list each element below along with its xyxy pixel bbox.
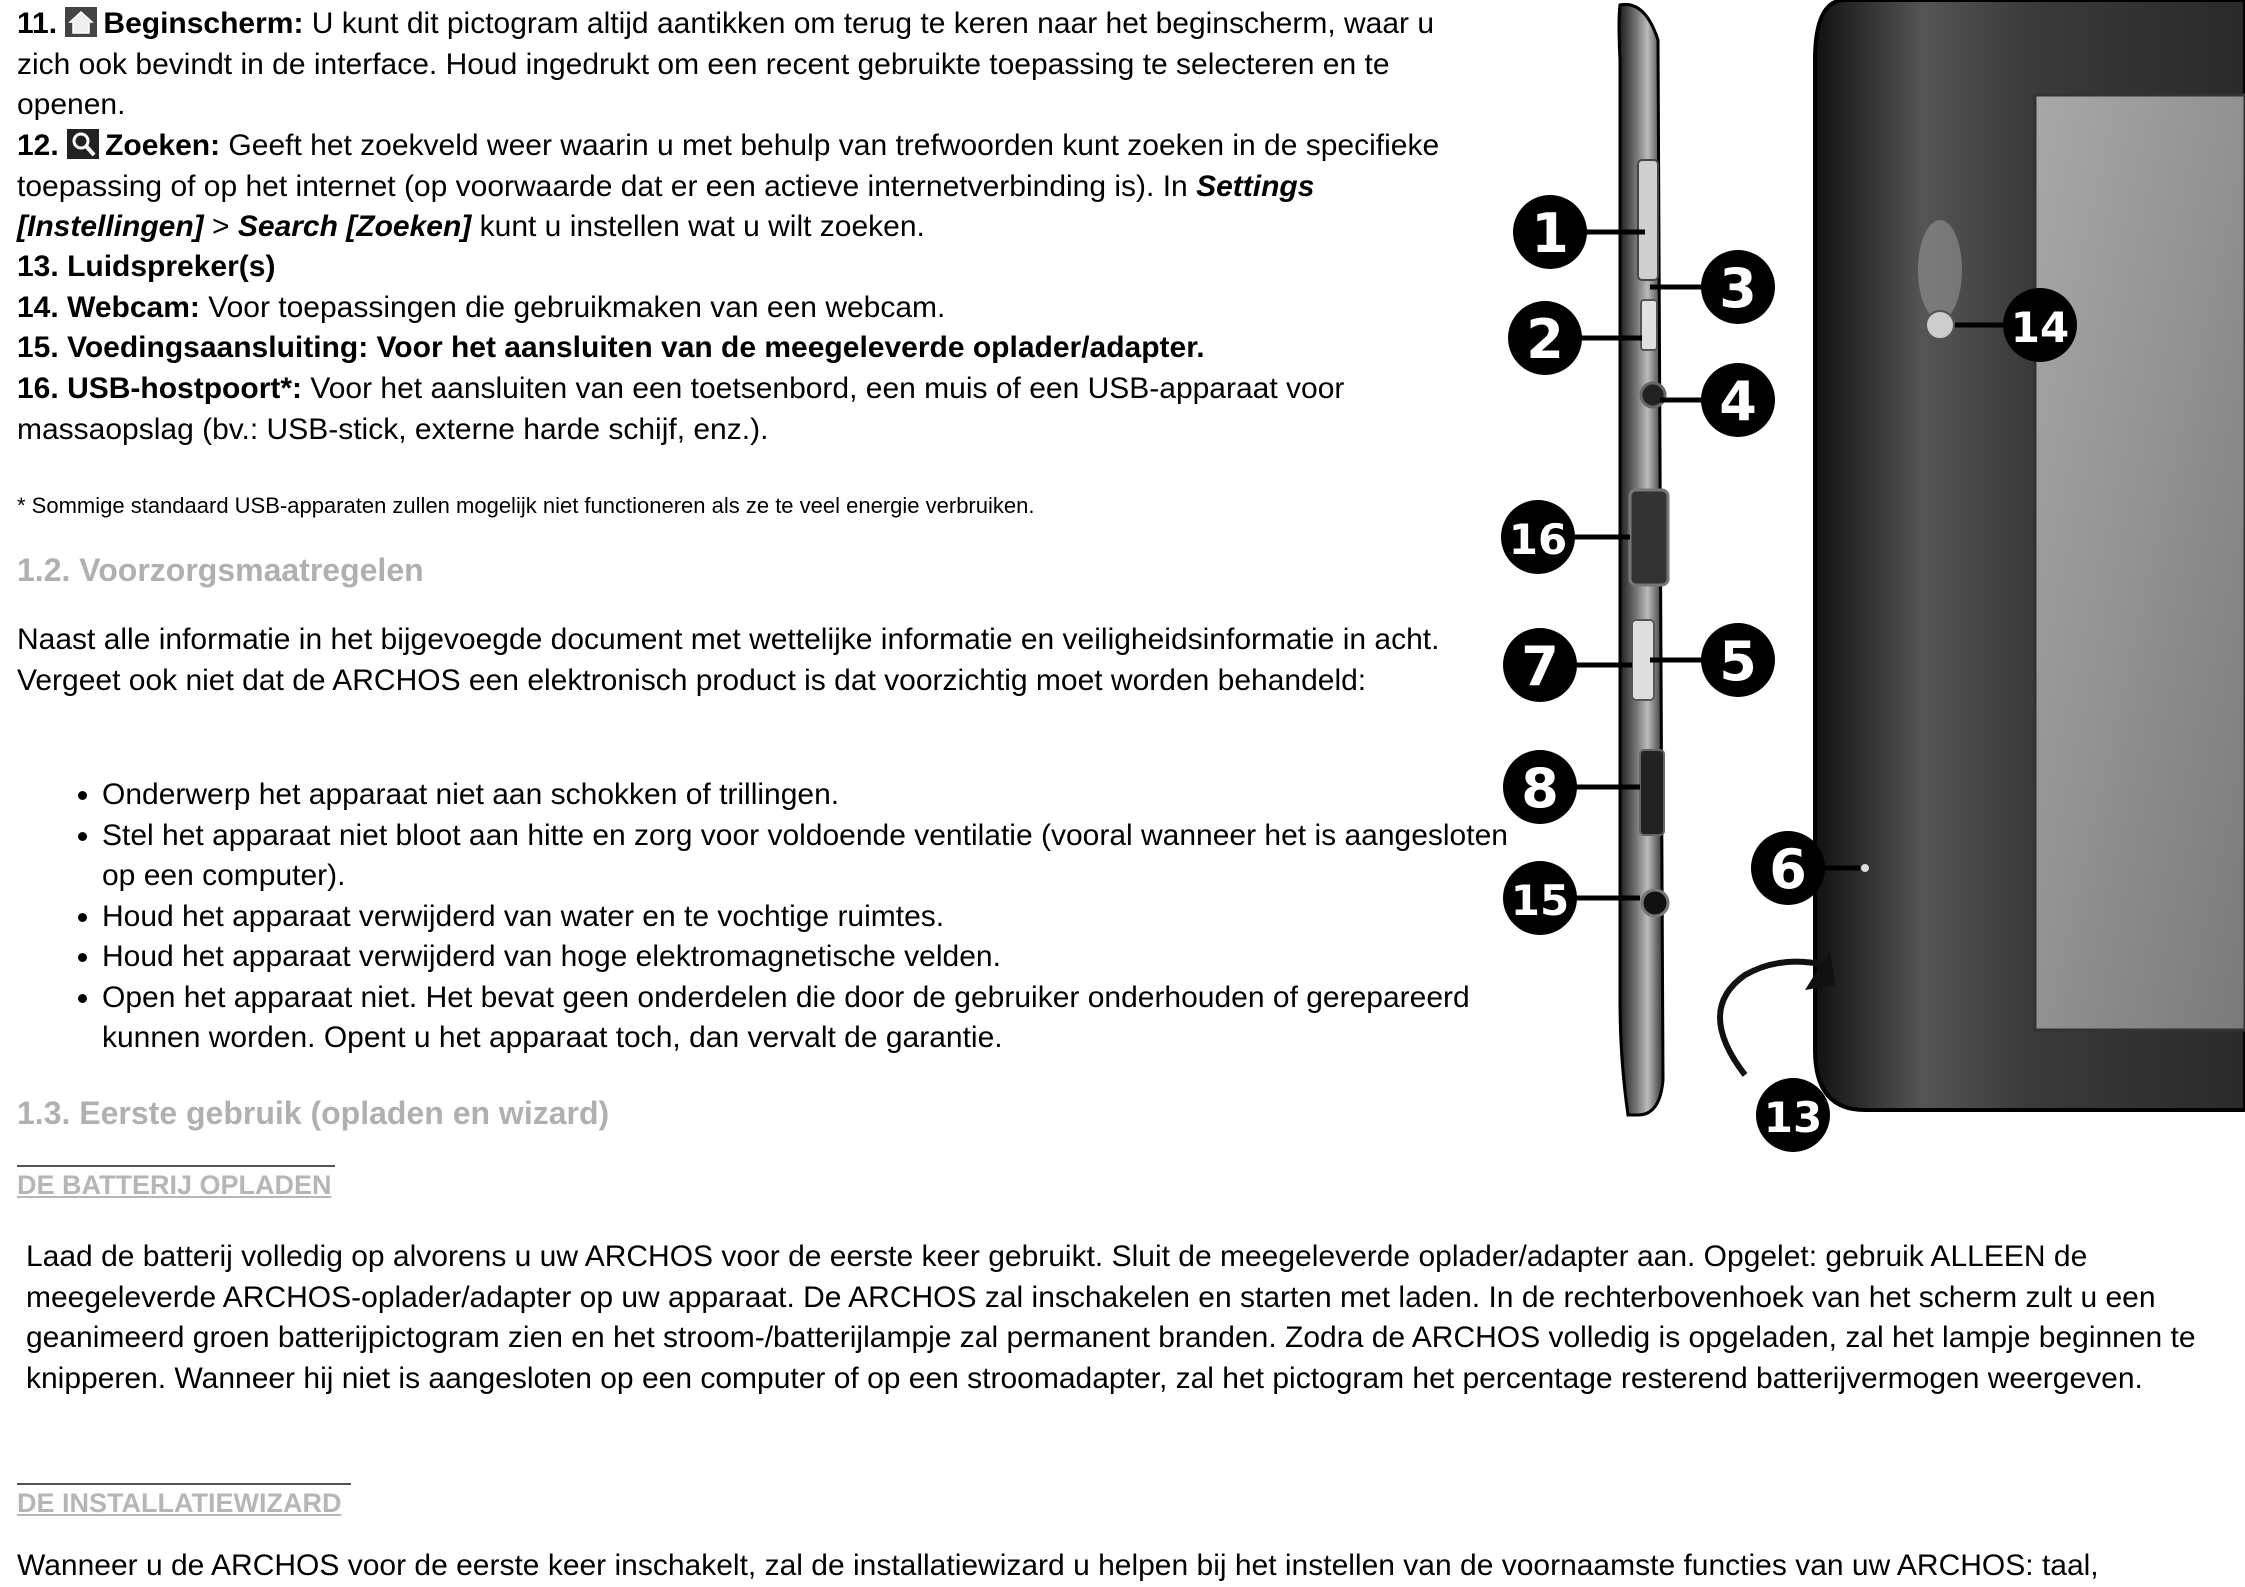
list-item: • Houd het apparaat verwijderd van hoge elektromagnetische velden. xyxy=(102,937,1542,978)
list-item: • Houd het apparaat verwijderd van water en te vochtige ruimtes. xyxy=(102,897,1542,938)
item-title: Zoeken: xyxy=(105,129,221,162)
wizard-paragraph: Wanneer u de ARCHOS voor de eerste keer inschakelt, zal de installatiewizard u helpen bij het instellen van de voornaamste functies van uw ARCHOS: taal, xyxy=(17,1549,2099,1582)
callout-1 xyxy=(1513,195,1587,269)
device-front-view xyxy=(1720,0,2245,1110)
search-ref: Search [Zoeken] xyxy=(237,210,472,243)
svg-text:1: 1 xyxy=(1531,202,1569,265)
callout-15 xyxy=(1503,861,1577,935)
precautions-list xyxy=(17,775,1542,1059)
item-number: 13. xyxy=(17,250,59,283)
device-side-view xyxy=(1619,4,1668,1115)
svg-text:5: 5 xyxy=(1719,630,1757,693)
section-heading-1-2: 1.2. Voorzorgsmaatregelen xyxy=(17,552,424,588)
section-heading-1-3: 1.3. Eerste gebruik (opladen en wizard) xyxy=(17,1095,610,1131)
list-item: • Stel het apparaat niet bloot aan hitte en zorg voor voldoende ventilatie (vooral wanneer het is aangesloten op een computer). xyxy=(102,816,1542,897)
callout-2 xyxy=(1508,301,1582,375)
list-item: • Onderwerp het apparaat niet aan schokken of trillingen. xyxy=(102,775,1542,816)
subheading-battery: DE BATTERIJ OPLADEN xyxy=(17,1170,332,1200)
item-15 xyxy=(17,328,1205,369)
callout-13 xyxy=(1756,1078,1830,1152)
item-number: 14. xyxy=(17,291,59,324)
separator: > xyxy=(203,210,238,243)
svg-text:14: 14 xyxy=(2010,303,2070,352)
callout-16 xyxy=(1501,500,1575,574)
item-text: Voor toepassingen die gebruikmaken van een webcam. xyxy=(199,291,946,324)
subheading-wizard: DE INSTALLATIEWIZARD xyxy=(17,1488,342,1518)
svg-text:4: 4 xyxy=(1719,370,1757,433)
callout-5 xyxy=(1701,623,1775,697)
callout-6 xyxy=(1751,831,1825,905)
item-title: Beginscherm: xyxy=(103,7,304,40)
item-11 xyxy=(17,4,1487,126)
svg-text:8: 8 xyxy=(1521,757,1559,820)
item-12 xyxy=(17,126,1487,248)
svg-text:16: 16 xyxy=(1508,515,1568,564)
svg-text:13: 13 xyxy=(1763,1093,1823,1142)
list-item: • Open het apparaat niet. Het bevat geen onderdelen die door de gebruiker onderhouden of gerepareerd kunnen worden. Opent u het apparaat toch, dan vervalt de garantie. xyxy=(102,978,1542,1059)
svg-text:15: 15 xyxy=(1510,876,1570,925)
settings-ref: Settings [Instellingen] xyxy=(17,169,1315,243)
section-1-2-intro: Naast alle informatie in het bijgevoegde document met wettelijke informatie en veiligheidsinformatie in acht. Vergeet ook niet dat de ARCHOS een elektronisch product is dat voorzichtig moet worden behandeld: xyxy=(17,623,1440,697)
item-text: Voor het aansluiten van een toetsenbord, een muis of een USB-apparaat voor massaopslag (bv.: USB-stick, externe harde schijf, enz.). xyxy=(17,372,1345,446)
item-title: USB-hostpoort*: xyxy=(67,372,303,405)
callout-7 xyxy=(1503,628,1577,702)
item-title: Voedingsaansluiting: Voor het aansluiten van de meegeleverde oplader/adapter. xyxy=(67,331,1205,364)
item-number: 15. xyxy=(17,331,59,364)
footnote: * Sommige standaard USB-apparaten zullen mogelijk niet functioneren als ze te veel energie verbruiken. xyxy=(17,493,1035,518)
item-16 xyxy=(17,369,1457,450)
item-number: 12. xyxy=(17,129,59,162)
battery-paragraph: Laad de batterij volledig op alvorens u uw ARCHOS voor de eerste keer gebruikt. Sluit de meegeleverde oplader/adapter aan. Opgelet: gebruik ALLEEN de meegeleverde ARCHOS-oplader/adapter op uw apparaat. De ARCHOS zal inschakelen en starten met laden. In de rechterbovenhoek van het scherm zult u een geanimeerd groen batterijpictogram zien en het stroom-/batterijlampje zal permanent branden. Zodra de ARCHOS volledig is opgeladen, zal het lampje beginnen te knipperen. Wanneer hij niet is aangesloten op een computer of op een stroomadapter, zal het pictogram het percentage resterend batterijvermogen weergeven. xyxy=(26,1240,2196,1395)
item-number: 16. xyxy=(17,372,59,405)
item-text: Geeft het zoekveld weer waarin u met behulp van trefwoorden kunt zoeken in de specifieke toepassing of op het internet (op voorwaarde dat er een actieve internetverbinding is). In xyxy=(17,129,1440,203)
svg-text:6: 6 xyxy=(1769,838,1807,901)
item-title: Webcam: xyxy=(67,291,200,324)
item-14 xyxy=(17,288,945,329)
device-illustration xyxy=(1480,0,2245,1160)
item-text: U kunt dit pictogram altijd aantikken om terug te keren naar het beginscherm, waar u zich ook bevindt in de interface. Houd ingedrukt om een recent gebruikte toepassing te selecteren en te openen. xyxy=(17,7,1435,121)
search-icon xyxy=(67,129,99,159)
callout-8 xyxy=(1503,750,1577,824)
home-icon xyxy=(65,7,97,37)
subheading-rule xyxy=(17,1483,351,1485)
svg-text:7: 7 xyxy=(1521,635,1559,698)
callout-4 xyxy=(1701,363,1775,437)
item-number: 11. xyxy=(17,7,58,40)
item-title: Luidspreker(s) xyxy=(67,250,276,283)
item-text-end: kunt u instellen wat u wilt zoeken. xyxy=(471,210,925,243)
callout-14 xyxy=(2003,288,2077,362)
callout-3 xyxy=(1701,250,1775,324)
item-13 xyxy=(17,247,275,288)
svg-text:3: 3 xyxy=(1719,257,1757,320)
subheading-rule xyxy=(17,1165,335,1167)
svg-text:2: 2 xyxy=(1526,308,1564,371)
